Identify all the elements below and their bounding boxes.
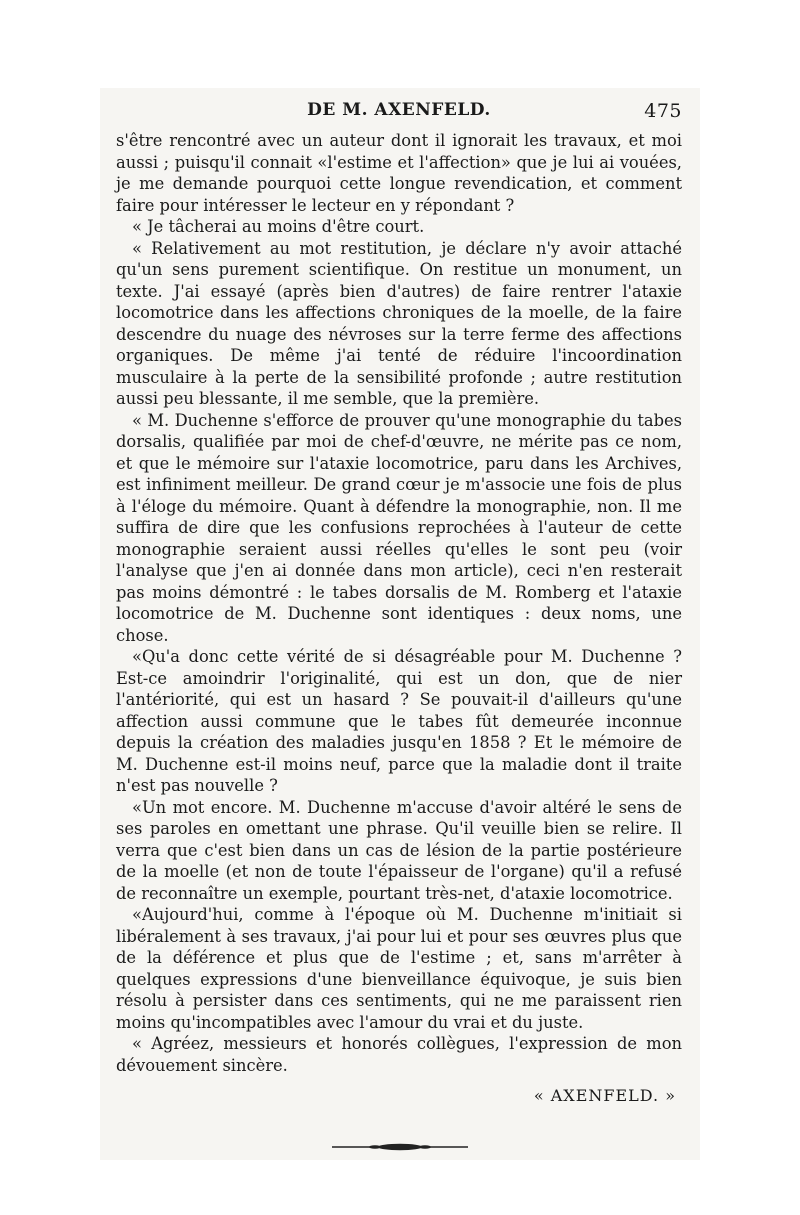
header-title: DE M. AXENFELD. <box>307 100 491 120</box>
paragraph: «Aujourd'hui, comme à l'époque où M. Duchenne m'initiait si libéralement à ses travaux, j'ai pour lui et pour ses œuvres plus que de la déférence et plus que de l'estime ; et, sans m'arrêter à quelques expressions d'une bienveillance équivoque, je suis bien résolu à persister dans ces sentiments, qui ne me paraissent rien moins qu'incompatibles avec l'amour du vrai et du juste. <box>116 905 682 1032</box>
paragraph: « Je tâcherai au moins d'être court. <box>132 217 425 236</box>
tailpiece-ornament <box>330 1142 470 1152</box>
paragraph: s'être rencontré avec un auteur dont il ignorait les travaux, et moi aussi ; puisqu'il connait «l'estime et l'affection» que je lui ai vouées, je me demande pourquoi cette longue revendication, et comment faire pour intéresser le lecteur en y répondant ? <box>116 131 682 215</box>
paragraph: « Relativement au mot restitution, je déclare n'y avoir attaché qu'un sens purement scientifique. On restitue un monument, un texte. J'ai essayé (après bien d'autres) de faire rentrer l'ataxie locomotrice dans les affections chroniques de la moelle, de la faire descendre du nuage des névroses sur la terre ferme des affections organiques. De même j'ai tenté de réduire l'incoordination musculaire à la perte de la sensibilité profonde ; autre restitution aussi peu blessante, il me semble, que la première. <box>116 238 682 408</box>
paragraph: «Un mot encore. M. Duchenne m'accuse d'avoir altéré le sens de ses paroles en omettant une phrase. Qu'il veuille bien se relire. Il verra que c'est bien dans un cas de lésion de la partie postérieure de la moelle (et non de toute l'épaisseur de l'organe) qu'il a refusé de reconnaître un exemple, pourtant très-net, d'ataxie locomotrice. <box>116 797 682 903</box>
paragraph: « M. Duchenne s'efforce de prouver qu'une monographie du tabes dorsalis, qualifiée par moi de chef-d'œuvre, ne mérite pas ce nom, et que le mémoire sur l'ataxie locomotrice, paru dans les Archives, est infiniment meilleur. De grand cœur je m'associe une fois de plus à l'éloge du mémoire. Quant à défendre la monographie, non. Il me suffira de dire que les confusions reprochées à l'auteur de cette monographie seraient aussi réelles qu'elles le sont peu (voir l'analyse que j'en ai donnée dans mon article), ceci n'en resterait pas moins démontré : le tabes dorsalis de M. Romberg et l'ataxie locomotrice de M. Duchenne sont identiques : deux noms, une chose. <box>116 410 682 645</box>
signature: « AXENFELD. » <box>533 1086 676 1105</box>
paragraph: « Agréez, messieurs et honorés collègues, l'expression de mon dévouement sincère. <box>116 1034 682 1075</box>
running-header <box>116 100 682 126</box>
page-number: 475 <box>644 100 682 122</box>
body-text <box>116 130 682 1076</box>
paragraph: «Qu'a donc cette vérité de si désagréable pour M. Duchenne ? Est-ce amoindrir l'originalité, qui est un don, que de nier l'antériorité, qui est un hasard ? Se pouvait-il d'ailleurs qu'une affection aussi commune que le tabes fût demeurée inconnue depuis la création des maladies jusqu'en 1858 ? Et le mémoire de M. Duchenne est-il moins neuf, parce que la maladie dont il traite n'est pas nouvelle ? <box>116 647 682 795</box>
